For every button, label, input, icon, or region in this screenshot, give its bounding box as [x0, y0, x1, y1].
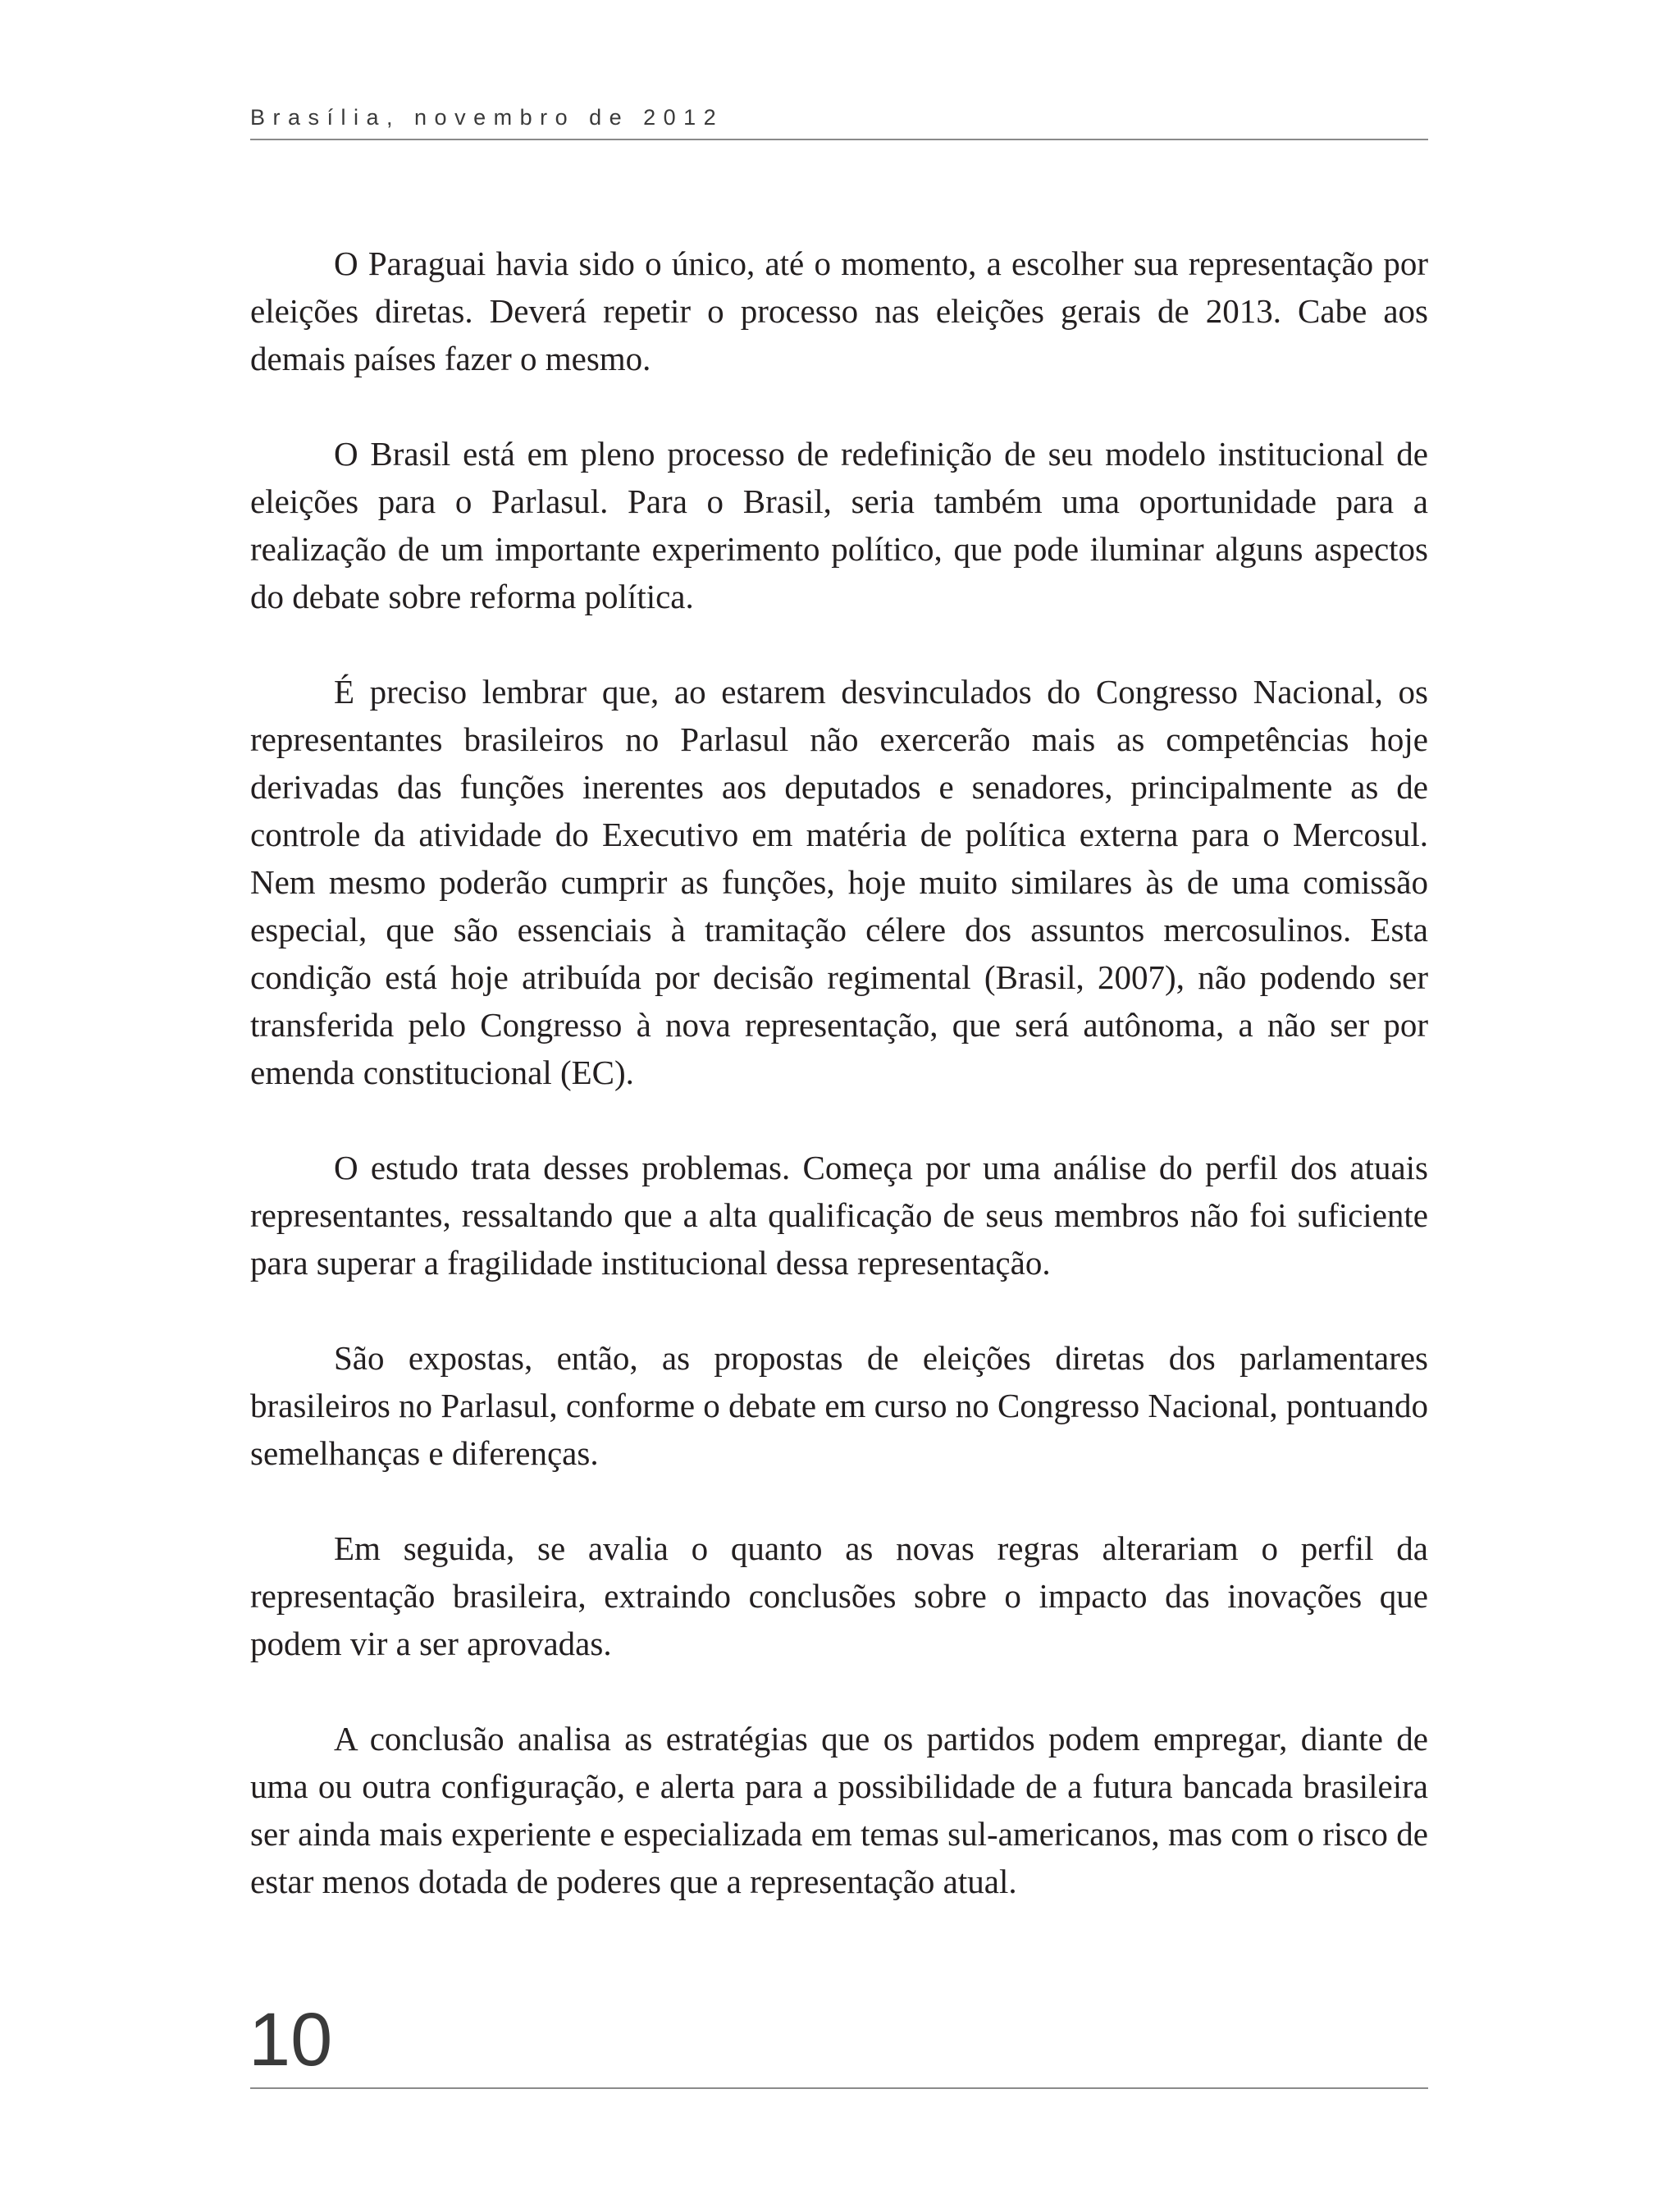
- body-text: [250, 240, 1428, 1953]
- paragraph-2: O Brasil está em pleno processo de redefinição de seu modelo institucional de eleições para o Parlasul. Para o Brasil, seria também uma oportunidade para a realização de um importante experimento político, que pode iluminar alguns aspectos do debate sobre reforma política.: [250, 435, 1428, 615]
- paragraph-4: O estudo trata desses problemas. Começa por uma análise do perfil dos atuais representantes, ressaltando que a alta qualificação de seus membros não foi suficiente para superar a fragilidade institucional dessa representação.: [250, 1149, 1428, 1282]
- paragraph-3: É preciso lembrar que, ao estarem desvinculados do Congresso Nacional, os representantes brasileiros no Parlasul não exercerão mais as competências hoje derivadas das funções inerentes aos deputados e senadores, principalmente as de controle da atividade do Executivo em matéria de política externa para o Mercosul. Nem mesmo poderão cumprir as funções, hoje muito similares às de uma comissão especial, que são essenciais à tramitação célere dos assuntos mercosulinos. Esta condição está hoje atribuída por decisão regimental (Brasil, 2007), não podendo ser transferida pelo Congresso à nova representação, que será autônoma, a não ser por emenda constitucional (EC).: [250, 673, 1428, 1091]
- page-number: 10: [249, 1998, 333, 2082]
- paragraph-1: O Paraguai havia sido o único, até o momento, a escolher sua representação por eleições diretas. Deverá repetir o processo nas eleições gerais de 2013. Cabe aos demais países fazer o mesmo.: [250, 245, 1428, 377]
- paragraph-6: Em seguida, se avalia o quanto as novas regras alterariam o perfil da representação brasileira, extraindo conclusões sobre o impacto das inovações que podem vir a ser aprovadas.: [250, 1529, 1428, 1662]
- footer-rule: [250, 2087, 1428, 2089]
- running-header: Brasília, novembro de 2012: [250, 105, 724, 130]
- paragraph-5: São expostas, então, as propostas de eleições diretas dos parlamentares brasileiros no Parlasul, conforme o debate em curso no Congresso Nacional, pontuando semelhanças e diferenças.: [250, 1339, 1428, 1472]
- header-rule: [250, 139, 1428, 140]
- paragraph-7: A conclusão analisa as estratégias que os partidos podem empregar, diante de uma ou outra configuração, e alerta para a possibilidade de a futura bancada brasileira ser ainda mais experiente e especializada em temas sul-americanos, mas com o risco de estar menos dotada de poderes que a representação atual.: [250, 1720, 1428, 1900]
